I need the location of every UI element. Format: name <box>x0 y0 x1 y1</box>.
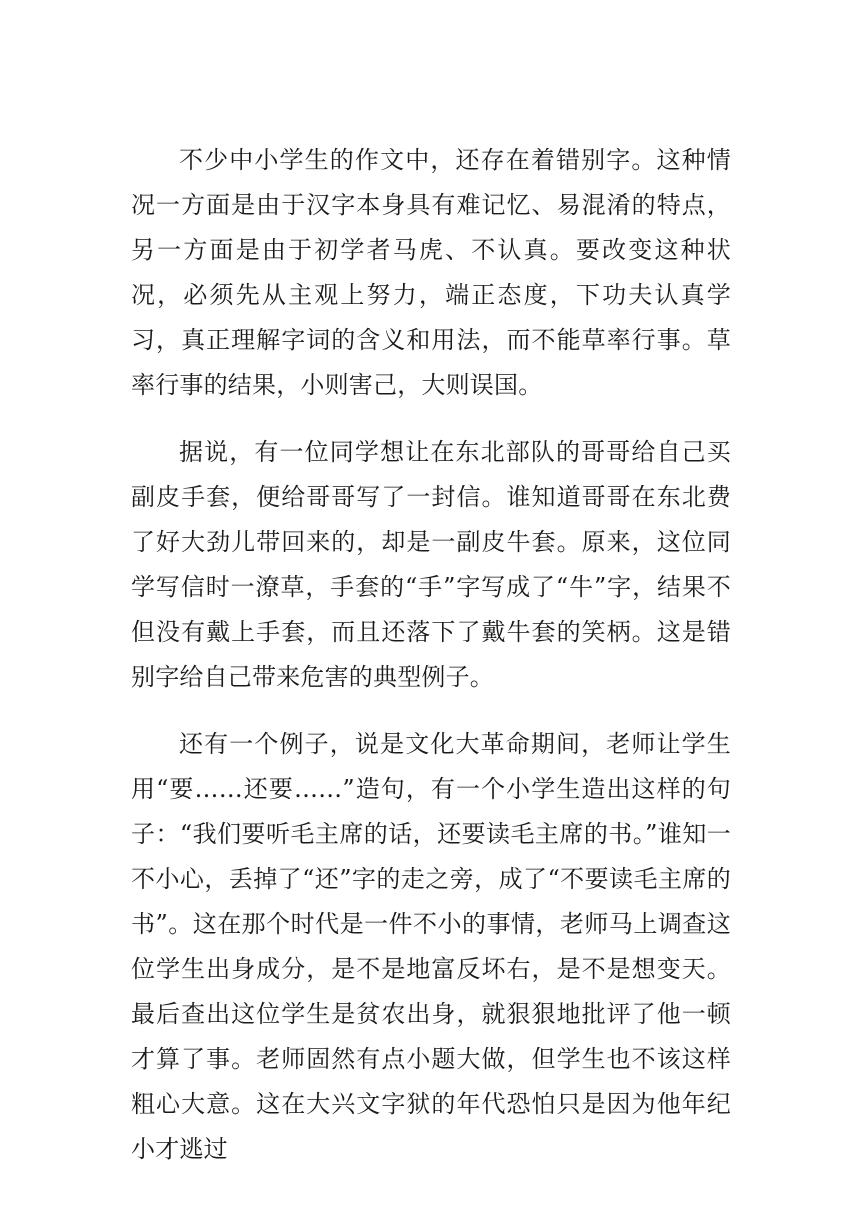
paragraph-1: 不少中小学生的作文中，还存在着错别字。这种情况一方面是由于汉字本身具有难记忆、易混淆的特点，另一方面是由于初学者马虎、不认真。要改变这种状况，必须先从主观上努力，端正态度，下功夫认真学习，真正理解字词的含义和用法，而不能草率行事。草率行事的结果，小则害己，大则误国。 <box>131 146 731 399</box>
paragraph-3: 还有一个例子，说是文化大革命期间，老师让学生用“要……还要……”造句，有一个小学生造出这样的句子：“我们要听毛主席的话，还要读毛主席的书。”谁知一不小心，丢掉了“还”字的走之旁，成了“不要读毛主席的书”。这在那个时代是一件不小的事情，老师马上调查这位学生出身成分，是不是地富反坏右，是不是想变天。最后查出这位学生是贫农出身，就狠狠地批评了他一顿才算了事。老师固然有点小题大做，但学生也不该这样粗心大意。这在大兴文字狱的年代恐怕只是因为他年纪小才逃过 <box>131 730 731 1163</box>
paragraph-2: 据说，有一位同学想让在东北部队的哥哥给自己买副皮手套，便给哥哥写了一封信。谁知道哥哥在东北费了好大劲儿带回来的，却是一副皮牛套。原来，这位同学写信时一潦草，手套的“手”字写成了“牛”字，结果不但没有戴上手套，而且还落下了戴牛套的笑柄。这是错别字给自己带来危害的典型例子。 <box>131 438 731 691</box>
document-body <box>131 138 731 1172</box>
